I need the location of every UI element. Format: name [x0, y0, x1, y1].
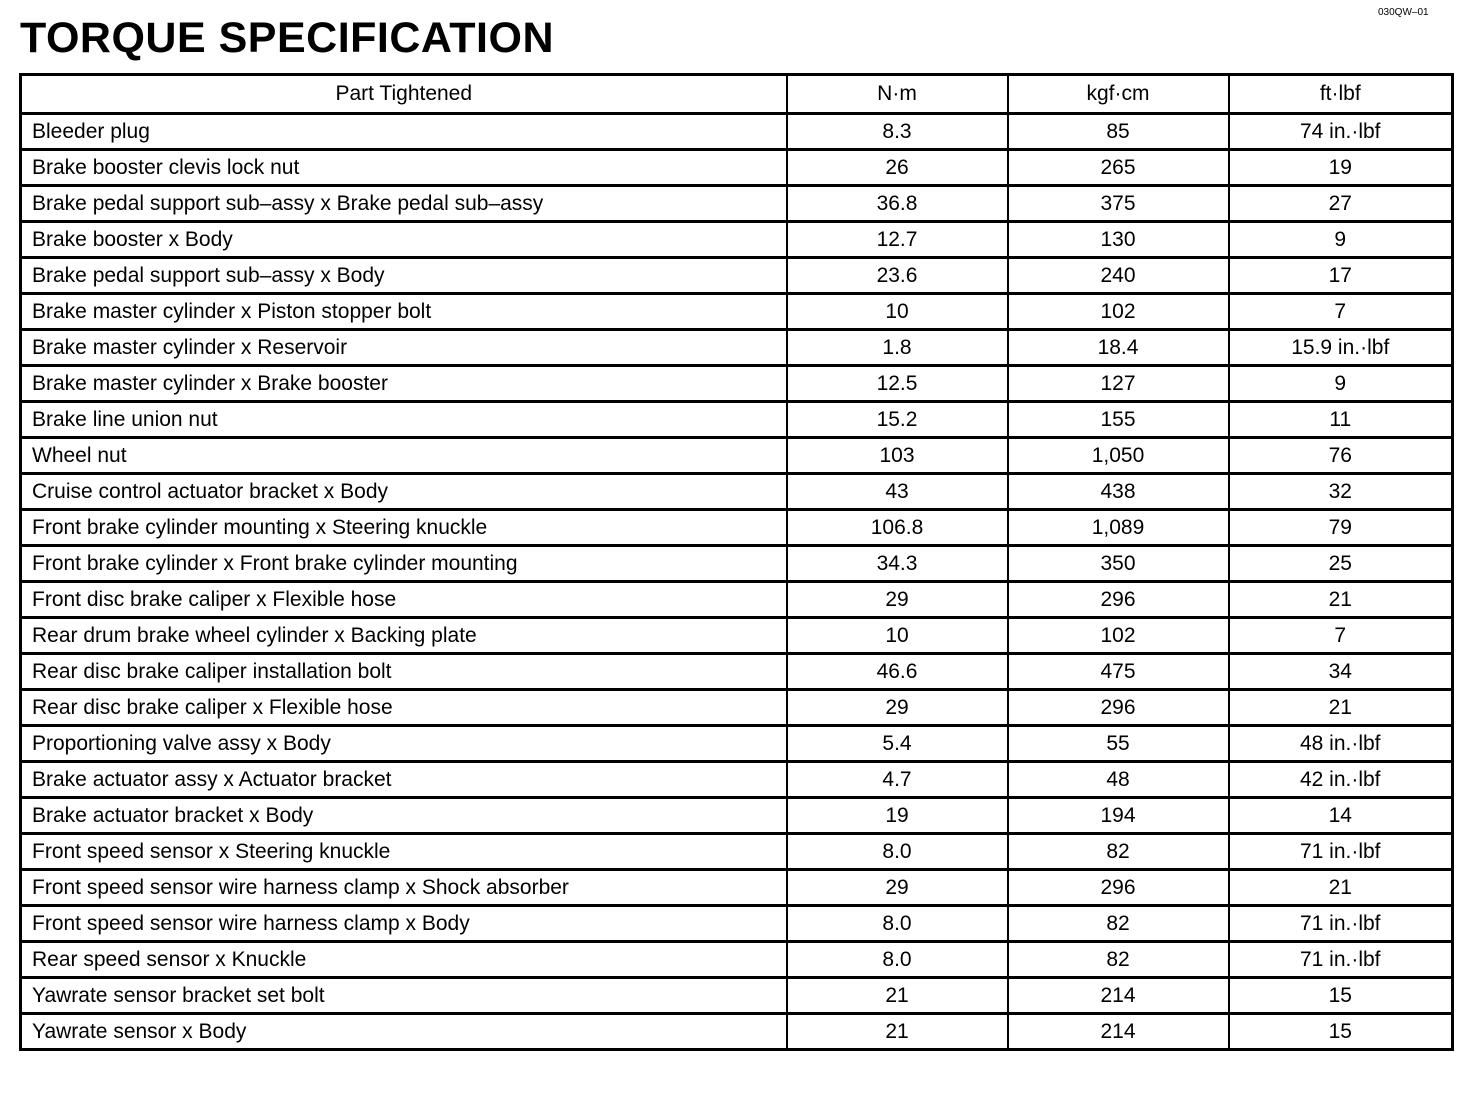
ftlbf-cell: 79 — [1229, 510, 1453, 546]
ftlbf-cell: 74 in.·lbf — [1229, 114, 1453, 150]
nm-cell: 10 — [787, 618, 1008, 654]
ftlbf-cell: 7 — [1229, 618, 1453, 654]
kgfcm-cell: 265 — [1008, 150, 1229, 186]
ftlbf-cell: 27 — [1229, 186, 1453, 222]
kgfcm-cell: 375 — [1008, 186, 1229, 222]
part-cell: Brake master cylinder x Piston stopper bolt — [21, 294, 787, 330]
table-row — [21, 834, 1453, 870]
table-row — [21, 402, 1453, 438]
table-body — [21, 114, 1453, 1050]
ftlbf-cell: 71 in.·lbf — [1229, 906, 1453, 942]
table-row — [21, 762, 1453, 798]
kgfcm-cell: 155 — [1008, 402, 1229, 438]
table-row — [21, 114, 1453, 150]
document-code: 030QW–01 — [1378, 7, 1429, 18]
part-cell: Rear disc brake caliper installation bolt — [21, 654, 787, 690]
kgfcm-cell: 438 — [1008, 474, 1229, 510]
nm-cell: 29 — [787, 870, 1008, 906]
part-cell: Rear disc brake caliper x Flexible hose — [21, 690, 787, 726]
table-row — [21, 366, 1453, 402]
part-cell: Front disc brake caliper x Flexible hose — [21, 582, 787, 618]
kgfcm-cell: 475 — [1008, 654, 1229, 690]
ftlbf-cell: 71 in.·lbf — [1229, 942, 1453, 978]
column-header-part: Part Tightened — [21, 75, 787, 114]
ftlbf-cell: 48 in.·lbf — [1229, 726, 1453, 762]
nm-cell: 4.7 — [787, 762, 1008, 798]
part-cell: Front brake cylinder x Front brake cylinder mounting — [21, 546, 787, 582]
nm-cell: 21 — [787, 1014, 1008, 1050]
nm-cell: 12.7 — [787, 222, 1008, 258]
kgfcm-cell: 82 — [1008, 906, 1229, 942]
part-cell: Proportioning valve assy x Body — [21, 726, 787, 762]
table-row — [21, 258, 1453, 294]
nm-cell: 26 — [787, 150, 1008, 186]
kgfcm-cell: 296 — [1008, 582, 1229, 618]
ftlbf-cell: 25 — [1229, 546, 1453, 582]
table-row — [21, 906, 1453, 942]
kgfcm-cell: 127 — [1008, 366, 1229, 402]
kgfcm-cell: 296 — [1008, 870, 1229, 906]
ftlbf-cell: 19 — [1229, 150, 1453, 186]
nm-cell: 5.4 — [787, 726, 1008, 762]
table-row — [21, 474, 1453, 510]
nm-cell: 21 — [787, 978, 1008, 1014]
part-cell: Brake line union nut — [21, 402, 787, 438]
part-cell: Rear drum brake wheel cylinder x Backing plate — [21, 618, 787, 654]
part-cell: Cruise control actuator bracket x Body — [21, 474, 787, 510]
table-row — [21, 726, 1453, 762]
kgfcm-cell: 55 — [1008, 726, 1229, 762]
part-cell: Brake booster clevis lock nut — [21, 150, 787, 186]
ftlbf-cell: 7 — [1229, 294, 1453, 330]
kgfcm-cell: 48 — [1008, 762, 1229, 798]
part-cell: Front speed sensor wire harness clamp x Body — [21, 906, 787, 942]
column-header-nm: N·m — [787, 75, 1008, 114]
nm-cell: 103 — [787, 438, 1008, 474]
part-cell: Front speed sensor wire harness clamp x Shock absorber — [21, 870, 787, 906]
table-row — [21, 438, 1453, 474]
part-cell: Brake actuator assy x Actuator bracket — [21, 762, 787, 798]
torque-spec-table — [19, 73, 1454, 1051]
part-cell: Rear speed sensor x Knuckle — [21, 942, 787, 978]
kgfcm-cell: 102 — [1008, 294, 1229, 330]
ftlbf-cell: 32 — [1229, 474, 1453, 510]
ftlbf-cell: 15 — [1229, 1014, 1453, 1050]
kgfcm-cell: 102 — [1008, 618, 1229, 654]
table-row — [21, 186, 1453, 222]
ftlbf-cell: 15.9 in.·lbf — [1229, 330, 1453, 366]
table-row — [21, 294, 1453, 330]
nm-cell: 23.6 — [787, 258, 1008, 294]
part-cell: Brake actuator bracket x Body — [21, 798, 787, 834]
ftlbf-cell: 42 in.·lbf — [1229, 762, 1453, 798]
part-cell: Yawrate sensor bracket set bolt — [21, 978, 787, 1014]
table-row — [21, 942, 1453, 978]
table-row — [21, 654, 1453, 690]
table-row — [21, 582, 1453, 618]
part-cell: Brake booster x Body — [21, 222, 787, 258]
ftlbf-cell: 11 — [1229, 402, 1453, 438]
table-row — [21, 330, 1453, 366]
nm-cell: 8.3 — [787, 114, 1008, 150]
part-cell: Brake master cylinder x Brake booster — [21, 366, 787, 402]
nm-cell: 19 — [787, 798, 1008, 834]
column-header-kgfcm: kgf·cm — [1008, 75, 1229, 114]
ftlbf-cell: 21 — [1229, 870, 1453, 906]
ftlbf-cell: 71 in.·lbf — [1229, 834, 1453, 870]
ftlbf-cell: 14 — [1229, 798, 1453, 834]
table-row — [21, 222, 1453, 258]
ftlbf-cell: 9 — [1229, 222, 1453, 258]
table-header-row — [21, 75, 1453, 114]
table-row — [21, 978, 1453, 1014]
ftlbf-cell: 21 — [1229, 690, 1453, 726]
table-row — [21, 1014, 1453, 1050]
kgfcm-cell: 18.4 — [1008, 330, 1229, 366]
table-row — [21, 870, 1453, 906]
table-row — [21, 546, 1453, 582]
kgfcm-cell: 240 — [1008, 258, 1229, 294]
ftlbf-cell: 15 — [1229, 978, 1453, 1014]
ftlbf-cell: 21 — [1229, 582, 1453, 618]
nm-cell: 15.2 — [787, 402, 1008, 438]
ftlbf-cell: 76 — [1229, 438, 1453, 474]
part-cell: Brake master cylinder x Reservoir — [21, 330, 787, 366]
nm-cell: 43 — [787, 474, 1008, 510]
part-cell: Yawrate sensor x Body — [21, 1014, 787, 1050]
ftlbf-cell: 34 — [1229, 654, 1453, 690]
nm-cell: 34.3 — [787, 546, 1008, 582]
kgfcm-cell: 85 — [1008, 114, 1229, 150]
kgfcm-cell: 82 — [1008, 834, 1229, 870]
nm-cell: 106.8 — [787, 510, 1008, 546]
nm-cell: 1.8 — [787, 330, 1008, 366]
column-header-ftlbf: ft·lbf — [1229, 75, 1453, 114]
nm-cell: 46.6 — [787, 654, 1008, 690]
kgfcm-cell: 214 — [1008, 978, 1229, 1014]
kgfcm-cell: 296 — [1008, 690, 1229, 726]
nm-cell: 8.0 — [787, 906, 1008, 942]
nm-cell: 8.0 — [787, 942, 1008, 978]
part-cell: Brake pedal support sub–assy x Brake pedal sub–assy — [21, 186, 787, 222]
table-row — [21, 618, 1453, 654]
part-cell: Front speed sensor x Steering knuckle — [21, 834, 787, 870]
nm-cell: 29 — [787, 582, 1008, 618]
kgfcm-cell: 82 — [1008, 942, 1229, 978]
table-row — [21, 510, 1453, 546]
nm-cell: 12.5 — [787, 366, 1008, 402]
kgfcm-cell: 130 — [1008, 222, 1229, 258]
kgfcm-cell: 1,089 — [1008, 510, 1229, 546]
page-title: TORQUE SPECIFICATION — [20, 14, 554, 62]
part-cell: Front brake cylinder mounting x Steering knuckle — [21, 510, 787, 546]
table-row — [21, 690, 1453, 726]
nm-cell: 8.0 — [787, 834, 1008, 870]
part-cell: Bleeder plug — [21, 114, 787, 150]
table-row — [21, 798, 1453, 834]
nm-cell: 10 — [787, 294, 1008, 330]
part-cell: Wheel nut — [21, 438, 787, 474]
kgfcm-cell: 214 — [1008, 1014, 1229, 1050]
table-row — [21, 150, 1453, 186]
kgfcm-cell: 1,050 — [1008, 438, 1229, 474]
kgfcm-cell: 194 — [1008, 798, 1229, 834]
kgfcm-cell: 350 — [1008, 546, 1229, 582]
part-cell: Brake pedal support sub–assy x Body — [21, 258, 787, 294]
nm-cell: 36.8 — [787, 186, 1008, 222]
nm-cell: 29 — [787, 690, 1008, 726]
ftlbf-cell: 9 — [1229, 366, 1453, 402]
ftlbf-cell: 17 — [1229, 258, 1453, 294]
